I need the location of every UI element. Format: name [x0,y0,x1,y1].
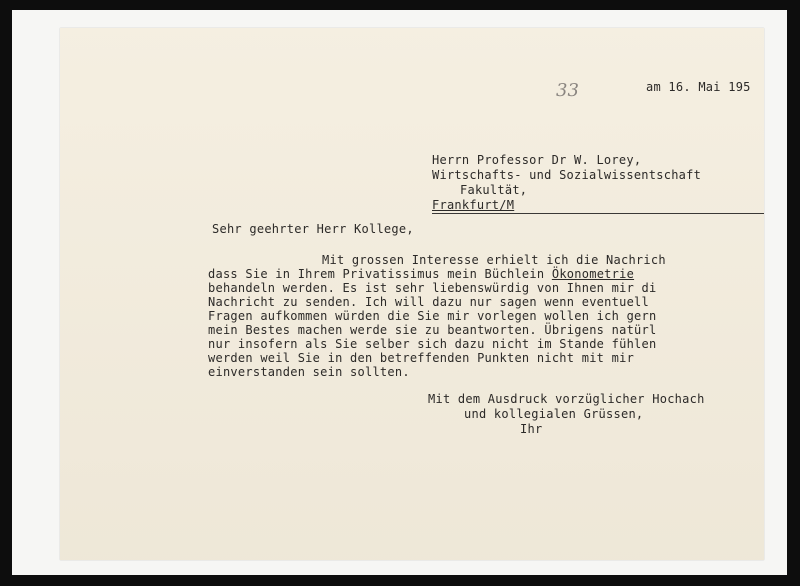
address-rule [432,213,764,214]
body-line-8: werden weil Sie in den betreffenden Punkten nicht mit mir [208,351,635,365]
body-line-2 [208,267,634,281]
book-title: Ökonometrie [551,267,635,281]
address-line-4: Frankfurt/M [432,198,515,212]
scan-mount [12,10,787,575]
body-line-4: Nachricht zu senden. Ich will dazu nur sagen wenn eventuell [208,295,650,309]
body-line-1: Mit grossen Interesse erhielt ich die Nachrich [322,253,666,267]
closing-line-3: Ihr [520,422,543,436]
body-line-2-text: dass Sie in Ihrem Privatissimus mein Büchlein [208,267,552,281]
salutation: Sehr geehrter Herr Kollege, [212,222,414,236]
body-line-7: nur insofern als Sie selber sich dazu nicht im Stande fühlen [208,337,657,351]
closing-line-2: und kollegialen Grüssen, [464,407,644,421]
letter-sheet [60,28,764,560]
body-line-6: mein Bestes machen werde sie zu beantworten. Übrigens natürl [208,323,657,337]
address-line-3: Fakultät, [460,183,528,197]
page-number-mark: 33 [556,80,579,101]
closing-line-1: Mit dem Ausdruck vorzüglicher Hochach [428,392,705,406]
body-line-3: behandeln werden. Es ist sehr liebenswürdig von Ihnen mir di [208,281,657,295]
address-line-1: Herrn Professor Dr W. Lorey, [432,153,642,167]
address-line-2: Wirtschafts- und Sozialwissentschaft [432,168,702,182]
body-line-9: einverstanden sein sollten. [208,365,410,379]
date-line: am 16. Mai 195 [646,80,751,94]
body-line-5: Fragen aufkommen würden die Sie mir vorlegen wollen ich gern [208,309,657,323]
